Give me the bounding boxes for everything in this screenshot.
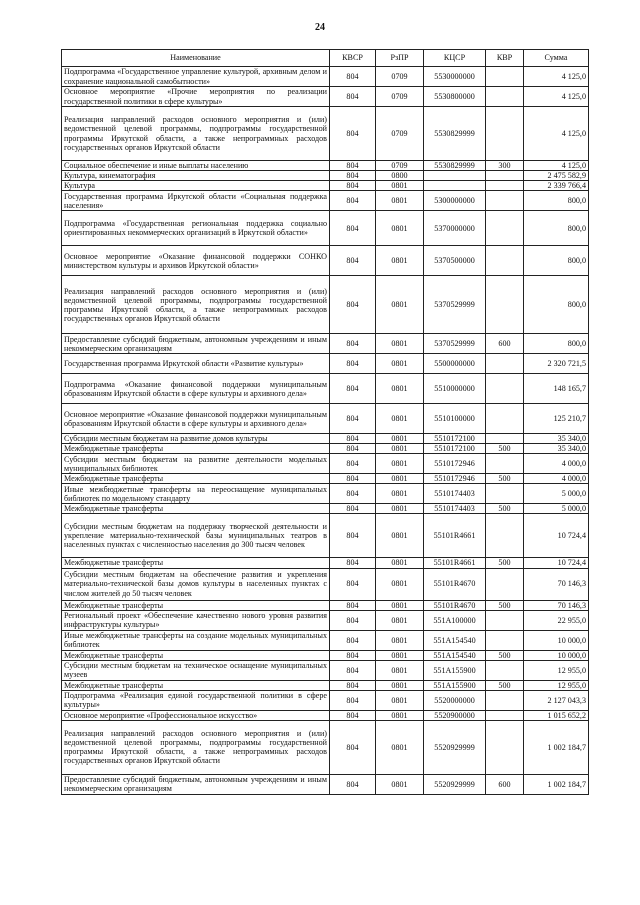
cell-kcsr: 5370500000 [424, 246, 486, 276]
cell-sum: 800,0 [524, 211, 589, 246]
cell-kcsr: 551A154540 [424, 650, 486, 660]
cell-kcsr: 5370529999 [424, 334, 486, 354]
cell-name: Субсидии местным бюджетам на техническое оснащение муниципальных музеев [62, 660, 330, 680]
cell-kvr [486, 610, 524, 630]
cell-sum: 35 340,0 [524, 444, 589, 454]
cell-sum: 2 475 582,9 [524, 171, 589, 181]
cell-name: Межбюджетные трансферты [62, 650, 330, 660]
table-row [62, 568, 589, 600]
cell-name: Реализация направлений расходов основного мероприятия и (или) ведомственной целевой программы, подпрограммы государственной программы Иркутской области, а также непрограммных расходов государственных органов Иркутской области [62, 107, 330, 161]
cell-kvsr: 804 [330, 600, 376, 610]
cell-kcsr: 551A154540 [424, 630, 486, 650]
cell-rzpr: 0801 [376, 354, 424, 374]
cell-kvsr: 804 [330, 710, 376, 720]
cell-kvsr: 804 [330, 558, 376, 568]
cell-name: Межбюджетные трансферты [62, 558, 330, 568]
table-row [62, 650, 589, 660]
cell-sum: 2 320 721,5 [524, 354, 589, 374]
header-kvsr: КВСР [330, 50, 376, 67]
cell-rzpr: 0801 [376, 191, 424, 211]
cell-name: Предоставление субсидий бюджетным, автономным учреждениям и иным некоммерческим организациям [62, 774, 330, 794]
cell-rzpr: 0801 [376, 484, 424, 504]
cell-kvsr: 804 [330, 67, 376, 87]
cell-rzpr: 0801 [376, 276, 424, 334]
cell-kcsr: 5520000000 [424, 690, 486, 710]
cell-kvr [486, 171, 524, 181]
cell-name: Субсидии местным бюджетам на развитие деятельности модельных муниципальных библиотек [62, 454, 330, 474]
cell-kvr: 500 [486, 444, 524, 454]
cell-kcsr: 5510000000 [424, 374, 486, 404]
cell-sum: 22 955,0 [524, 610, 589, 630]
cell-kvr [486, 710, 524, 720]
cell-kvr [486, 211, 524, 246]
cell-rzpr: 0801 [376, 720, 424, 774]
cell-kcsr: 55101R4661 [424, 514, 486, 558]
cell-name: Реализация направлений расходов основного мероприятия и (или) ведомственной целевой программы, подпрограммы государственной программы Иркутской области, а также непрограммных расходов государственных органов Иркутской области [62, 276, 330, 334]
cell-kvr [486, 67, 524, 87]
cell-name: Государственная программа Иркутской области «Развитие культуры» [62, 354, 330, 374]
table-row [62, 474, 589, 484]
table-row [62, 660, 589, 680]
cell-kvsr: 804 [330, 568, 376, 600]
cell-sum: 800,0 [524, 276, 589, 334]
cell-kvr [486, 720, 524, 774]
cell-kvr: 300 [486, 161, 524, 171]
cell-kvr [486, 87, 524, 107]
table-row [62, 774, 589, 794]
cell-sum: 70 146,3 [524, 568, 589, 600]
cell-kvr: 500 [486, 558, 524, 568]
cell-kvr: 500 [486, 600, 524, 610]
cell-kvsr: 804 [330, 404, 376, 434]
cell-kcsr: 5530829999 [424, 107, 486, 161]
cell-sum: 800,0 [524, 191, 589, 211]
cell-name: Иные межбюджетные трансферты на переоснащение муниципальных библиотек по модельному стандарту [62, 484, 330, 504]
cell-rzpr: 0801 [376, 774, 424, 794]
cell-kcsr: 55101R4670 [424, 600, 486, 610]
cell-kvr [486, 514, 524, 558]
cell-rzpr: 0801 [376, 660, 424, 680]
cell-rzpr: 0801 [376, 690, 424, 710]
table-row [62, 454, 589, 474]
cell-kvr [486, 630, 524, 650]
cell-kcsr: 5370529999 [424, 276, 486, 334]
cell-rzpr: 0801 [376, 680, 424, 690]
cell-kvr [486, 354, 524, 374]
cell-kvr: 500 [486, 680, 524, 690]
table-row [62, 246, 589, 276]
cell-kcsr: 5510172100 [424, 444, 486, 454]
cell-kvsr: 804 [330, 720, 376, 774]
cell-rzpr: 0801 [376, 600, 424, 610]
table-row [62, 444, 589, 454]
cell-kcsr: 5510174403 [424, 504, 486, 514]
cell-kcsr: 5510172946 [424, 474, 486, 484]
table-row [62, 161, 589, 171]
cell-kcsr: 5520929999 [424, 774, 486, 794]
cell-rzpr: 0801 [376, 444, 424, 454]
cell-name: Культура [62, 181, 330, 191]
cell-name: Культура, кинематография [62, 171, 330, 181]
cell-rzpr: 0801 [376, 710, 424, 720]
cell-kcsr: 5510172100 [424, 434, 486, 444]
cell-kvsr: 804 [330, 374, 376, 404]
cell-sum: 10 000,0 [524, 650, 589, 660]
header-kcsr: КЦСР [424, 50, 486, 67]
cell-kvsr: 804 [330, 354, 376, 374]
cell-name: Межбюджетные трансферты [62, 444, 330, 454]
cell-kvr: 600 [486, 774, 524, 794]
cell-rzpr: 0801 [376, 211, 424, 246]
cell-kvr: 500 [486, 504, 524, 514]
cell-sum: 1 002 184,7 [524, 720, 589, 774]
cell-kvsr: 804 [330, 191, 376, 211]
cell-sum: 4 125,0 [524, 87, 589, 107]
header-name: Наименование [62, 50, 330, 67]
cell-kvsr: 804 [330, 630, 376, 650]
cell-sum: 800,0 [524, 246, 589, 276]
cell-rzpr: 0801 [376, 558, 424, 568]
cell-kcsr: 551A155900 [424, 680, 486, 690]
cell-kvsr: 804 [330, 87, 376, 107]
cell-sum: 5 000,0 [524, 484, 589, 504]
cell-sum: 5 000,0 [524, 504, 589, 514]
cell-kvsr: 804 [330, 246, 376, 276]
cell-rzpr: 0801 [376, 630, 424, 650]
cell-rzpr: 0801 [376, 404, 424, 434]
cell-name: Региональный проект «Обеспечение качественно нового уровня развития инфраструктуры культуры» [62, 610, 330, 630]
cell-kvr [486, 568, 524, 600]
cell-rzpr: 0709 [376, 87, 424, 107]
cell-kcsr [424, 181, 486, 191]
cell-kvr [486, 660, 524, 680]
cell-rzpr: 0801 [376, 514, 424, 558]
table-row [62, 504, 589, 514]
cell-kvsr: 804 [330, 276, 376, 334]
cell-kvsr: 804 [330, 434, 376, 444]
cell-rzpr: 0801 [376, 568, 424, 600]
table-row [62, 434, 589, 444]
cell-sum: 2 339 766,4 [524, 181, 589, 191]
cell-sum: 1 015 652,2 [524, 710, 589, 720]
cell-sum: 800,0 [524, 334, 589, 354]
page-number: 24 [315, 22, 325, 33]
cell-rzpr: 0801 [376, 246, 424, 276]
table-row [62, 710, 589, 720]
cell-rzpr: 0801 [376, 181, 424, 191]
cell-rzpr: 0801 [376, 610, 424, 630]
cell-kcsr: 5500000000 [424, 354, 486, 374]
cell-kvsr: 804 [330, 680, 376, 690]
cell-kcsr: 5300000000 [424, 191, 486, 211]
cell-name: Межбюджетные трансферты [62, 680, 330, 690]
table-row [62, 404, 589, 434]
header-sum: Сумма [524, 50, 589, 67]
cell-sum: 12 955,0 [524, 660, 589, 680]
cell-kcsr: 551A155900 [424, 660, 486, 680]
cell-kvr [486, 690, 524, 710]
cell-rzpr: 0801 [376, 374, 424, 404]
cell-name: Основное мероприятие «Оказание финансовой поддержки муниципальным образованиям Иркутской области в сфере культуры и архивного дела» [62, 404, 330, 434]
cell-name: Субсидии местным бюджетам на поддержку творческой деятельности и укрепление материально-технической базы муниципальных театров в населенных пунктах с численностью населения до 300 тысяч человек [62, 514, 330, 558]
cell-kvsr: 804 [330, 334, 376, 354]
cell-rzpr: 0801 [376, 434, 424, 444]
table-row [62, 374, 589, 404]
table-row [62, 191, 589, 211]
table-header-row [62, 50, 589, 67]
cell-kvsr: 804 [330, 514, 376, 558]
cell-kvr [486, 246, 524, 276]
cell-kvsr: 804 [330, 454, 376, 474]
table-row [62, 720, 589, 774]
cell-kvsr: 804 [330, 474, 376, 484]
cell-kvr [486, 454, 524, 474]
table-row [62, 171, 589, 181]
cell-name: Межбюджетные трансферты [62, 600, 330, 610]
cell-kvr: 600 [486, 334, 524, 354]
cell-name: Межбюджетные трансферты [62, 474, 330, 484]
cell-name: Субсидии местным бюджетам на обеспечение развития и укрепления материально-технической базы домов культуры в населенных пунктах с числом жителей до 50 тысяч человек [62, 568, 330, 600]
table-row [62, 558, 589, 568]
cell-rzpr: 0801 [376, 504, 424, 514]
cell-name: Основное мероприятие «Профессиональное искусство» [62, 710, 330, 720]
table-row [62, 181, 589, 191]
cell-name: Подпрограмма «Реализация единой государственной политики в сфере культуры» [62, 690, 330, 710]
table-row [62, 514, 589, 558]
cell-kvsr: 804 [330, 181, 376, 191]
cell-sum: 4 000,0 [524, 454, 589, 474]
table-row [62, 334, 589, 354]
cell-name: Субсидии местным бюджетам на развитие домов культуры [62, 434, 330, 444]
cell-name: Подпрограмма «Государственное управление культурой, архивным делом и сохранение национальной самобытности» [62, 67, 330, 87]
cell-kcsr: 5370000000 [424, 211, 486, 246]
cell-rzpr: 0801 [376, 650, 424, 660]
table-row [62, 211, 589, 246]
cell-kcsr: 5510172946 [424, 454, 486, 474]
cell-kcsr: 5530800000 [424, 87, 486, 107]
table-row [62, 107, 589, 161]
cell-name: Основное мероприятие «Оказание финансовой поддержки СОНКО министерством культуры и архивов Иркутской области» [62, 246, 330, 276]
cell-rzpr: 0801 [376, 454, 424, 474]
table-row [62, 354, 589, 374]
cell-kvr [486, 404, 524, 434]
cell-kvr [486, 107, 524, 161]
cell-rzpr: 0709 [376, 107, 424, 161]
cell-kvr [486, 434, 524, 444]
cell-kvr [486, 181, 524, 191]
cell-name: Социальное обеспечение и иные выплаты населению [62, 161, 330, 171]
cell-sum: 1 002 184,7 [524, 774, 589, 794]
cell-sum: 12 955,0 [524, 680, 589, 690]
cell-kvr: 500 [486, 650, 524, 660]
cell-kvr [486, 276, 524, 334]
cell-kvsr: 804 [330, 650, 376, 660]
table-row [62, 87, 589, 107]
cell-kvsr: 804 [330, 484, 376, 504]
cell-kvsr: 804 [330, 107, 376, 161]
cell-sum: 10 000,0 [524, 630, 589, 650]
cell-name: Иные межбюджетные трансферты на создание модельных муниципальных библиотек [62, 630, 330, 650]
budget-table [61, 49, 589, 795]
cell-kvsr: 804 [330, 774, 376, 794]
table-row [62, 690, 589, 710]
table-row [62, 484, 589, 504]
cell-sum: 10 724,4 [524, 514, 589, 558]
cell-sum: 4 000,0 [524, 474, 589, 484]
cell-kcsr [424, 171, 486, 181]
cell-kcsr: 5510174403 [424, 484, 486, 504]
cell-kvsr: 804 [330, 171, 376, 181]
cell-kcsr: 5520900000 [424, 710, 486, 720]
cell-kcsr: 5510100000 [424, 404, 486, 434]
cell-kvsr: 804 [330, 610, 376, 630]
cell-sum: 10 724,4 [524, 558, 589, 568]
cell-name: Межбюджетные трансферты [62, 504, 330, 514]
cell-kvr: 500 [486, 474, 524, 484]
cell-kvsr: 804 [330, 444, 376, 454]
cell-kcsr: 55101R4661 [424, 558, 486, 568]
table-row [62, 276, 589, 334]
cell-sum: 2 127 043,3 [524, 690, 589, 710]
cell-kcsr: 55101R4670 [424, 568, 486, 600]
cell-name: Подпрограмма «Оказание финансовой поддержки муниципальным образованиям Иркутской области в сфере культуры и архивного дела» [62, 374, 330, 404]
table-row [62, 630, 589, 650]
cell-sum: 70 146,3 [524, 600, 589, 610]
cell-name: Реализация направлений расходов основного мероприятия и (или) ведомственной целевой программы, подпрограммы государственной программы Иркутской области, а также непрограммных расходов государственных органов Иркутской области [62, 720, 330, 774]
cell-sum: 4 125,0 [524, 107, 589, 161]
table-row [62, 680, 589, 690]
cell-sum: 4 125,0 [524, 67, 589, 87]
table-body [62, 67, 589, 795]
cell-kvsr: 804 [330, 161, 376, 171]
cell-kvsr: 804 [330, 690, 376, 710]
cell-sum: 125 210,7 [524, 404, 589, 434]
cell-rzpr: 0800 [376, 171, 424, 181]
header-kvr: КВР [486, 50, 524, 67]
cell-rzpr: 0709 [376, 161, 424, 171]
cell-name: Подпрограмма «Государственная региональная поддержка социально ориентированных некоммерческих организаций в Иркутской области» [62, 211, 330, 246]
cell-name: Государственная программа Иркутской области «Социальная поддержка населения» [62, 191, 330, 211]
cell-sum: 4 125,0 [524, 161, 589, 171]
table-row [62, 600, 589, 610]
cell-kcsr: 5520929999 [424, 720, 486, 774]
cell-sum: 148 165,7 [524, 374, 589, 404]
cell-kcsr: 5530829999 [424, 161, 486, 171]
table-row [62, 67, 589, 87]
cell-rzpr: 0709 [376, 67, 424, 87]
table-row [62, 610, 589, 630]
cell-kvr [486, 374, 524, 404]
cell-kvsr: 804 [330, 660, 376, 680]
cell-kvr [486, 191, 524, 211]
cell-kvsr: 804 [330, 211, 376, 246]
cell-kcsr: 5530000000 [424, 67, 486, 87]
cell-rzpr: 0801 [376, 334, 424, 354]
cell-kvr [486, 484, 524, 504]
header-rzpr: РзПР [376, 50, 424, 67]
cell-name: Основное мероприятие «Прочие мероприятия по реализации государственной политики в сфере культуры» [62, 87, 330, 107]
cell-name: Предоставление субсидий бюджетным, автономным учреждениям и иным некоммерческим организациям [62, 334, 330, 354]
cell-kvsr: 804 [330, 504, 376, 514]
cell-kcsr: 551A100000 [424, 610, 486, 630]
cell-rzpr: 0801 [376, 474, 424, 484]
cell-sum: 35 340,0 [524, 434, 589, 444]
